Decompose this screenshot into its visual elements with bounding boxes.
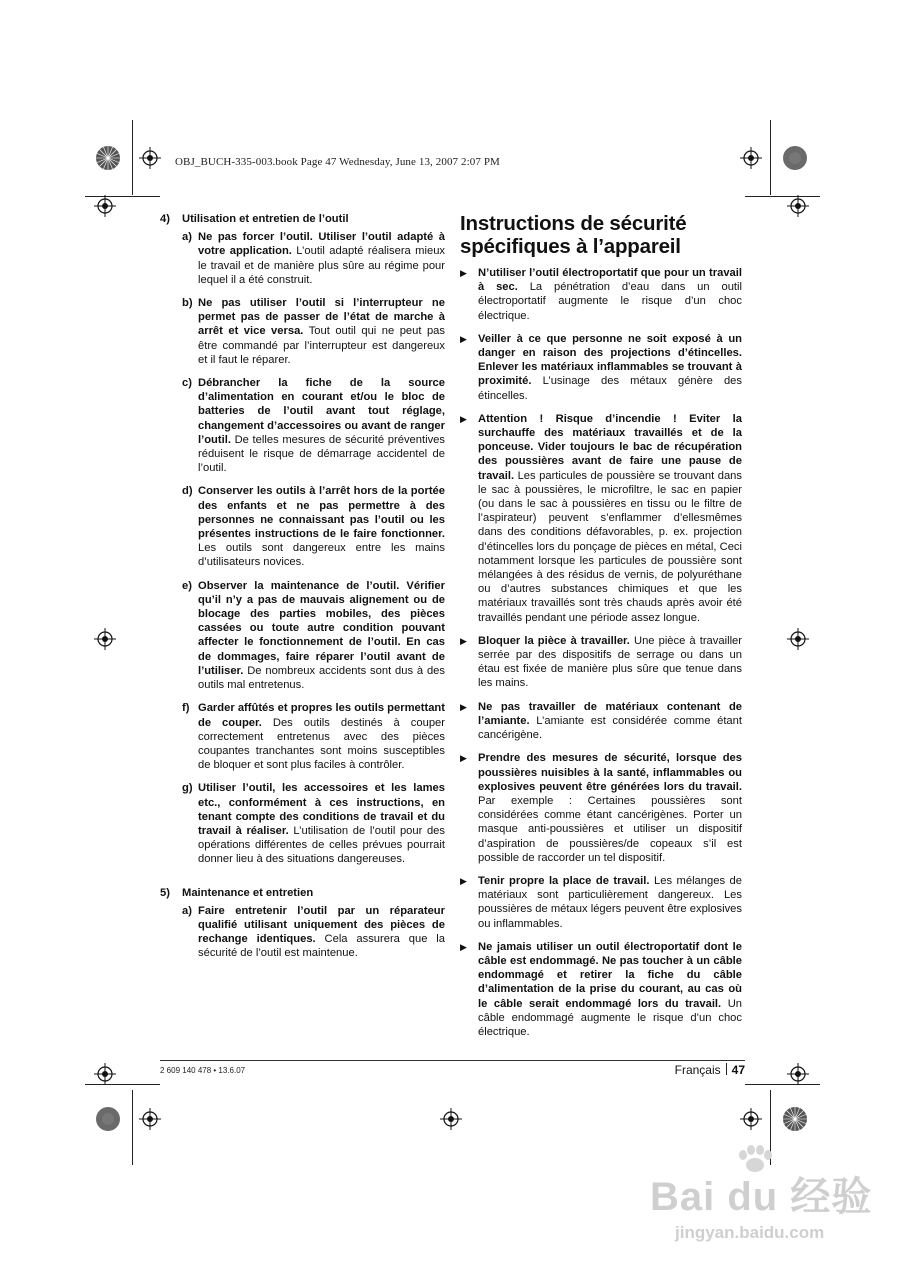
registration-mark-icon: [740, 1108, 762, 1130]
bullet-bold-text: Ne pas travailler de matériaux contenant de l’amiante.: [478, 700, 742, 727]
triangle-bullet-icon: ▶: [460, 875, 467, 886]
bullet-item: [460, 940, 742, 1039]
page-title-line-1: Instructions de sécurité: [460, 212, 687, 235]
list-item: [182, 230, 445, 287]
triangle-bullet-icon: ▶: [460, 701, 467, 712]
footer-rule: [160, 1060, 745, 1061]
item-bold-text: Observer la maintenance de l’outil. Vérifier qu’il n’y a pas de mauvais alignement ou de blocage des parties mobiles, des pièces cassées ou toute autre condition pouvant affecter le fonctionnement de l’outil. En cas de dommages, faire réparer l’outil avant de l’utiliser.: [198, 579, 445, 677]
triangle-bullet-icon: ▶: [460, 941, 467, 952]
registration-mark-icon: [139, 1108, 161, 1130]
list-item: [182, 904, 445, 961]
list-item: [182, 296, 445, 367]
list-item: [182, 701, 445, 772]
bullet-item: [460, 634, 742, 691]
item-text: Cela assurera que la sécurité de l’outil est maintenue.: [198, 933, 445, 960]
bullet-bold-text: Ne jamais utiliser un outil électroportatif dont le câble est endommagé. Ne pas toucher à un câble endommagé et retirer la fiche du câble d’alimentation de la prise du courant, au cas où le câble serait endommagé lors du travail.: [478, 940, 742, 1010]
trim-mark-top-right-v: [770, 120, 771, 195]
section-heading: [160, 886, 445, 900]
bullet-bold-text: Veiller à ce que personne ne soit exposé à un danger en raison des projections d’étincelles. Enlever les matériaux inflammables se trouvant à proximité.: [478, 332, 742, 388]
bullet-text: L’amiante est considérée comme étant cancérigène.: [478, 714, 742, 742]
watermark-url: jingyan.baidu.com: [675, 1223, 825, 1242]
page-title: [460, 212, 742, 258]
registration-mark-icon: [787, 628, 809, 650]
item-text: Des outils destinés à couper correctement entretenus avec des pièces coupantes tranchantes sont moins susceptibles de bloquer et sont plus faciles à contrôler.: [198, 716, 445, 772]
section-heading: [160, 212, 445, 226]
bullet-text: Les mélanges de matériaux sont particulièrement dangereux. Les poussières de métaux légers peuvent être explosives ou inflammables.: [478, 874, 742, 930]
registration-mark-icon: [787, 195, 809, 217]
bullet-text: Les particules de poussière se trouvant dans le sac à poussières, le microfiltre, le sac en papier (ou dans le sac à poussières en tissu ou le filtre de l’aspirateur) peuvent s’enflammer d’ellesmêmes dans des conditions défavorables, p. ex. projection d’étincelles lors du ponçage de pièces en métal, Ceci notamment lorsque les particules de poussière sont mélangées à des résidus de vernis, de polyuréthane ou d’autres substances chimiques et que les matériaux travaillés sont très chauds après avoir été travaillés pendant une période assez longue.: [478, 469, 742, 624]
bullet-item: [460, 751, 742, 865]
bullet-text: Une pièce à travailler serrée par des dispositifs de serrage ou dans un étau est fixée de manière plus sûre que tenue dans les mains.: [478, 634, 743, 690]
item-letter: a): [182, 231, 192, 244]
page-title-line-2: spécifiques à l’appareil: [460, 235, 681, 258]
registration-mark-icon: [740, 147, 762, 169]
section-number: 4): [160, 213, 170, 225]
star-target-icon: [95, 145, 121, 171]
left-column: [160, 212, 445, 970]
list-item: [182, 484, 445, 569]
bullet-item: [460, 332, 742, 403]
item-letter: g): [182, 782, 193, 795]
section-title: Utilisation et entretien de l’outil: [182, 213, 349, 225]
item-bold-text: Utiliser l’outil, les accessoires et les lames etc., conformément à ces instructions, en tenant compte des conditions de travail et du travail à réaliser.: [198, 782, 445, 837]
star-target-icon: [782, 1106, 808, 1132]
item-bold-text: Débrancher la fiche de la source d’alimentation en courant et/ou le bloc de batteries de l’outil avant tout réglage, changement d’accessoires ou avant de ranger l’outil.: [198, 377, 445, 446]
list-item: [182, 579, 445, 693]
registration-mark-icon: [787, 1063, 809, 1085]
item-text: De telles mesures de sécurité préventives réduisent le risque de démarrage accidentel de l’outil.: [198, 433, 445, 475]
bullet-bold-text: N’utiliser l’outil électroportatif que pour un travail à sec.: [478, 267, 742, 294]
registration-mark-icon: [94, 628, 116, 650]
right-column: [460, 212, 742, 1048]
item-letter: e): [182, 579, 192, 592]
registration-mark-icon: [440, 1108, 462, 1130]
item-bold-text: Garder affûtés et propres les outils permettant de couper.: [198, 702, 445, 729]
bullet-bold-text: Attention ! Risque d’incendie ! Eviter la surchauffe des matériaux travaillés et de la ponceuse. Vider toujours le bac de récupération des poussières avant de faire une pause de travail.: [478, 412, 742, 482]
item-bold-text: Faire entretenir l’outil par un réparateur qualifié utilisant uniquement des pièces de rechange identiques.: [198, 904, 445, 946]
watermark-brand: Bai du 经验: [650, 1175, 873, 1219]
registration-mark-icon: [139, 147, 161, 169]
item-bold-text: Ne pas forcer l’outil. Utiliser l’outil adapté à votre application.: [198, 231, 445, 258]
trim-mark-top-left-v: [132, 120, 133, 195]
bullet-text: L’usinage des métaux génère des étincelles.: [478, 375, 742, 402]
triangle-bullet-icon: ▶: [460, 268, 467, 278]
item-text: Tout outil qui ne peut pas être commandé par l’interrupteur est dangereux et il faut le réparer.: [198, 325, 445, 366]
triangle-bullet-icon: ▶: [460, 753, 467, 764]
triangle-bullet-icon: ▶: [460, 413, 467, 424]
list-item: [182, 781, 445, 866]
gray-target-icon: [782, 145, 808, 171]
trim-mark-bottom-left-v: [132, 1090, 133, 1165]
bullet-bold-text: Bloquer la pièce à travailler.: [478, 634, 630, 647]
section-number: 5): [160, 886, 170, 899]
bullet-item: [460, 700, 742, 743]
footer-page-info: [640, 1063, 745, 1077]
triangle-bullet-icon: ▶: [460, 635, 467, 646]
registration-mark-icon: [94, 195, 116, 217]
item-bold-text: Ne pas utiliser l’outil si l’interrupteur ne permet pas de passer de l’état de marche à arrêt et vice versa.: [198, 297, 445, 338]
item-letter: a): [182, 904, 192, 917]
item-bold-text: Conserver les outils à l’arrêt hors de la portée des enfants et ne pas permettre à des personnes ne connaissant pas l’outil ou les présentes instructions de le faire fonctionner.: [198, 485, 445, 541]
item-letter: b): [182, 297, 193, 310]
bullet-text: La pénétration d’eau dans un outil électroportatif augmente le risque d’un choc électrique.: [478, 281, 742, 322]
item-text: L’utilisation de l’outil pour des opérations différentes de celles prévues pourrait donner lieu à des situations dangereuses.: [198, 824, 445, 866]
bullet-item: [460, 412, 742, 625]
item-letter: f): [182, 702, 190, 715]
list-item: [182, 376, 445, 475]
bullet-text: Par exemple : Certaines poussières sont considérées comme étant cancérigènes. Porter un masque anti-poussières et utiliser un dispositif d’aspiration de poussières/de copeaux s’il est possible de raccorder un tel dispositif.: [478, 794, 742, 864]
registration-mark-icon: [94, 1063, 116, 1085]
item-text: L’outil adapté réalisera mieux le travail et de manière plus sûre au régime pour lequel il a été construit.: [198, 245, 446, 286]
page-number: 47: [731, 1063, 745, 1077]
footer-code: 2 609 140 478 • 13.6.07: [160, 1066, 246, 1075]
item-letter: d): [182, 485, 193, 498]
gray-target-icon: [95, 1106, 121, 1132]
baidu-watermark: [640, 1145, 880, 1255]
item-letter: c): [182, 377, 192, 390]
item-text: De nombreux accidents sont dus à des outils mal entretenus.: [198, 664, 445, 692]
bullet-item: [460, 874, 742, 931]
item-text: Les outils sont dangereux entre les mains d’utilisateurs novices.: [198, 542, 445, 569]
bullet-bold-text: Prendre des mesures de sécurité, lorsque des poussières nuisibles à la santé, inflammables ou explosives peuvent être générées lors du travail.: [478, 752, 742, 793]
footer-language: Français: [674, 1063, 721, 1077]
bullet-item: [460, 266, 742, 323]
triangle-bullet-icon: ▶: [460, 333, 467, 344]
footer-separator: [726, 1063, 727, 1075]
bullet-text: Un câble endommagé augmente le risque d’un choc électrique.: [478, 997, 742, 1038]
section-title: Maintenance et entretien: [182, 886, 314, 899]
book-header-line: OBJ_BUCH-335-003.book Page 47 Wednesday, June 13, 2007 2:07 PM: [175, 156, 500, 168]
bullet-bold-text: Tenir propre la place de travail.: [478, 874, 650, 887]
